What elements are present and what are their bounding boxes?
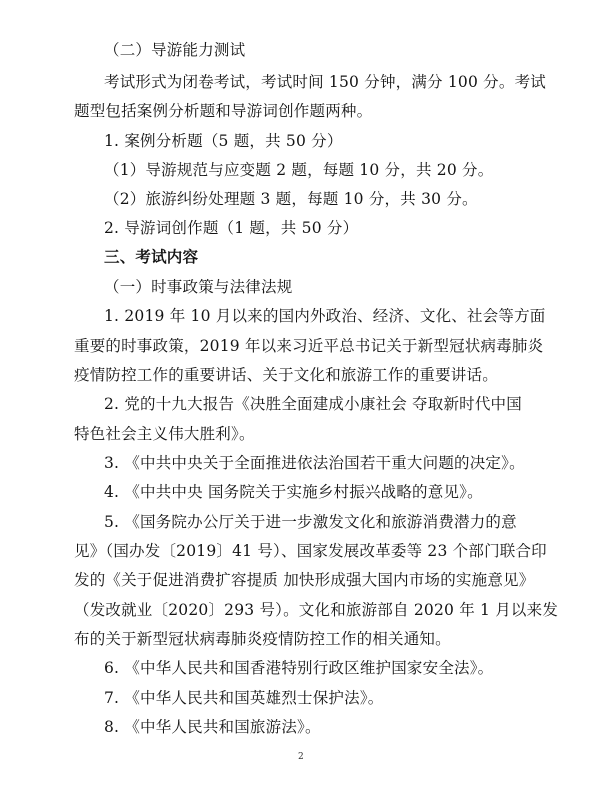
content-1-line-2: 重要的时事政策，2019 年以来习近平总书记关于新型冠状病毒肺炎 [74,337,544,355]
content-1-line-3: 疫情防控工作的重要讲话、关于文化和旅游工作的重要讲话。 [74,366,498,384]
content-2-line-2: 特色社会主义伟大胜利》。 [74,425,255,443]
content-8: 8. 《中华人民共和国旅游法》。 [104,718,321,736]
subheading-guide-ability-test: （二）导游能力测试 [104,41,246,59]
content-7: 7. 《中华人民共和国英雄烈士保护法》。 [104,689,384,707]
content-5-line-2: 见》（国办发〔2019〕41 号）、国家发展改革委等 23 个部门联合印 [74,542,547,560]
heading-exam-content: 三、考试内容 [104,247,199,266]
content-5-line-1: 5. 《国务院办公厅关于进一步激发文化和旅游消费潜力的意 [104,513,517,531]
case-analysis-sub-2: （2）旅游纠纷处理题 3 题，每题 10 分，共 30 分。 [104,190,478,208]
case-analysis-item: 1. 案例分析题（5 题，共 50 分） [104,132,343,150]
content-2-line-1: 2. 党的十九大报告《决胜全面建成小康社会 夺取新时代中国 [104,395,522,413]
content-5-line-4: （发改就业〔2020〕293 号）。文化和旅游部自 2020 年 1 月以来发 [74,601,559,619]
content-6: 6. 《中华人民共和国香港特别行政区维护国家安全法》。 [104,659,494,677]
commentary-item: 2. 导游词创作题（1 题，共 50 分） [104,219,359,237]
case-analysis-sub-1: （1）导游规范与应变题 2 题，每题 10 分，共 20 分。 [104,161,494,179]
content-1-line-1: 1. 2019 年 10 月以来的国内外政治、经济、文化、社会等方面 [104,307,546,325]
exam-format-line-2: 题型包括案例分析题和导游词创作题两种。 [74,102,373,120]
subheading-policy-law: （一）时事政策与法律法规 [104,278,293,296]
content-3: 3. 《中共中央关于全面推进依法治国若干重大问题的决定》。 [104,454,525,472]
page-number: 2 [298,752,304,762]
content-5-line-3: 发的《关于促进消费扩容提质 加快形成强大国内市场的实施意见》 [74,571,535,589]
exam-format-line-1: 考试形式为闭卷考试，考试时间 150 分钟，满分 100 分。考试 [104,73,546,91]
content-4: 4. 《中共中央 国务院关于实施乡村振兴战略的意见》。 [104,483,483,501]
content-5-line-5: 布的关于新型冠状病毒肺炎疫情防控工作的相关通知。 [74,630,451,648]
